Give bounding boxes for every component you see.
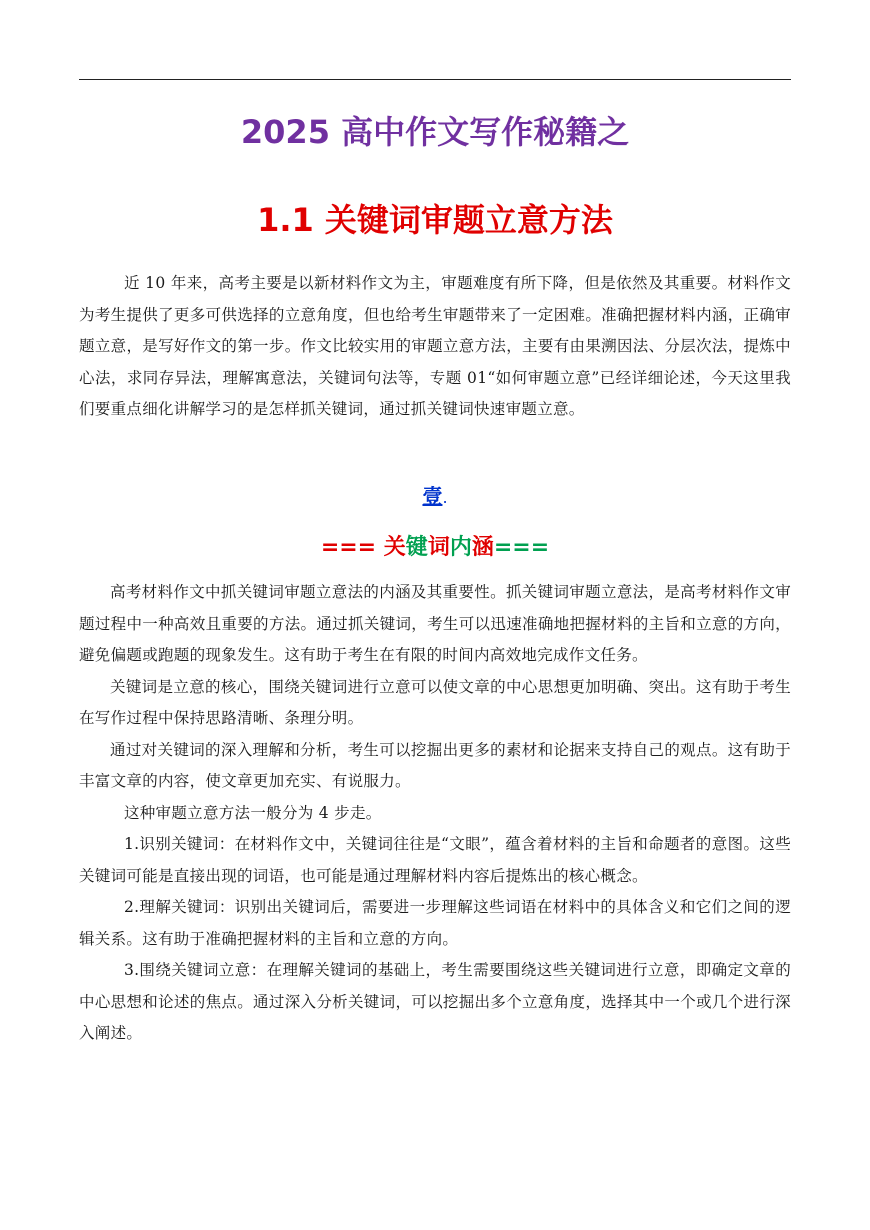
document-title: 2025 高中作文写作秘籍之: [240, 113, 630, 151]
body-paragraph: 关键词是立意的核心，围绕关键词进行立意可以使文章的中心思想更加明确、突出。这有助于考生在写作过程中保持思路清晰、条理分明。: [79, 677, 791, 727]
body-paragraph: 这种审题立意方法一般分为 4 步走。: [123, 803, 382, 822]
header-rule: [79, 79, 791, 80]
intro-block: [79, 268, 791, 426]
intro-paragraph: 近 10 年来，高考主要是以新材料作文为主，审题难度有所下降，但是依然及其重要。材料作文为考生提供了更多可供选择的立意角度，但也给考生审题带来了一定困难。准确把握材料内涵，正确审题立意，是写好作文的第一步。作文比较实用的审题立意方法，主要有由果溯因法、分层次法，提炼中心法，求同存异法，理解寓意法，关键词句法等，专题 01“如何审题立意”已经详细论述，今天这里我们要重点细化讲解学习的是怎样抓关键词，通过抓关键词快速审题立意。: [79, 274, 791, 418]
section-number-dot: .: [442, 488, 448, 507]
heading-part: ===: [320, 535, 384, 560]
heading-part: 涵: [471, 535, 494, 560]
document-subtitle: 1.1 关键词审题立意方法: [257, 201, 613, 239]
heading-part: 键: [405, 535, 428, 560]
step-paragraph: 1.识别关键词：在材料作文中，关键词往往是“文眼”，蕴含着材料的主旨和命题者的意图。这些关键词可能是直接出现的词语，也可能是通过理解材料内容后提炼出的核心概念。: [79, 835, 791, 885]
section-number-glyph: 壹: [422, 484, 443, 508]
step-paragraph: 3.围绕关键词立意：在理解关键词的基础上，考生需要围绕这些关键词进行立意，即确定文章的中心思想和论述的焦点。通过深入分析关键词，可以挖掘出多个立意角度，选择其中一个或几个进行深入阐述。: [79, 961, 791, 1042]
heading-part: 词: [427, 535, 450, 560]
section-number: [79, 480, 791, 514]
section-heading: [79, 530, 791, 566]
heading-part: ===: [493, 535, 550, 560]
body-paragraph: 高考材料作文中抓关键词审题立意法的内涵及其重要性。抓关键词审题立意法，是高考材料作文审题过程中一种高效且重要的方法。通过抓关键词，考生可以迅速准确地把握材料的主旨和立意的方向，避免偏题或跑题的现象发生。这有助于考生在有限的时间内高效地完成作文任务。: [79, 583, 791, 664]
section-body: [79, 577, 791, 1050]
step-paragraph: 2.理解关键词：识别出关键词后，需要进一步理解这些词语在材料中的具体含义和它们之间的逻辑关系。这有助于准确把握材料的主旨和立意的方向。: [79, 898, 791, 948]
heading-part: 内: [449, 535, 472, 560]
body-paragraph: 通过对关键词的深入理解和分析，考生可以挖掘出更多的素材和论据来支持自己的观点。这有助于丰富文章的内容，使文章更加充实、有说服力。: [79, 740, 791, 790]
heading-part: 关: [383, 535, 406, 560]
